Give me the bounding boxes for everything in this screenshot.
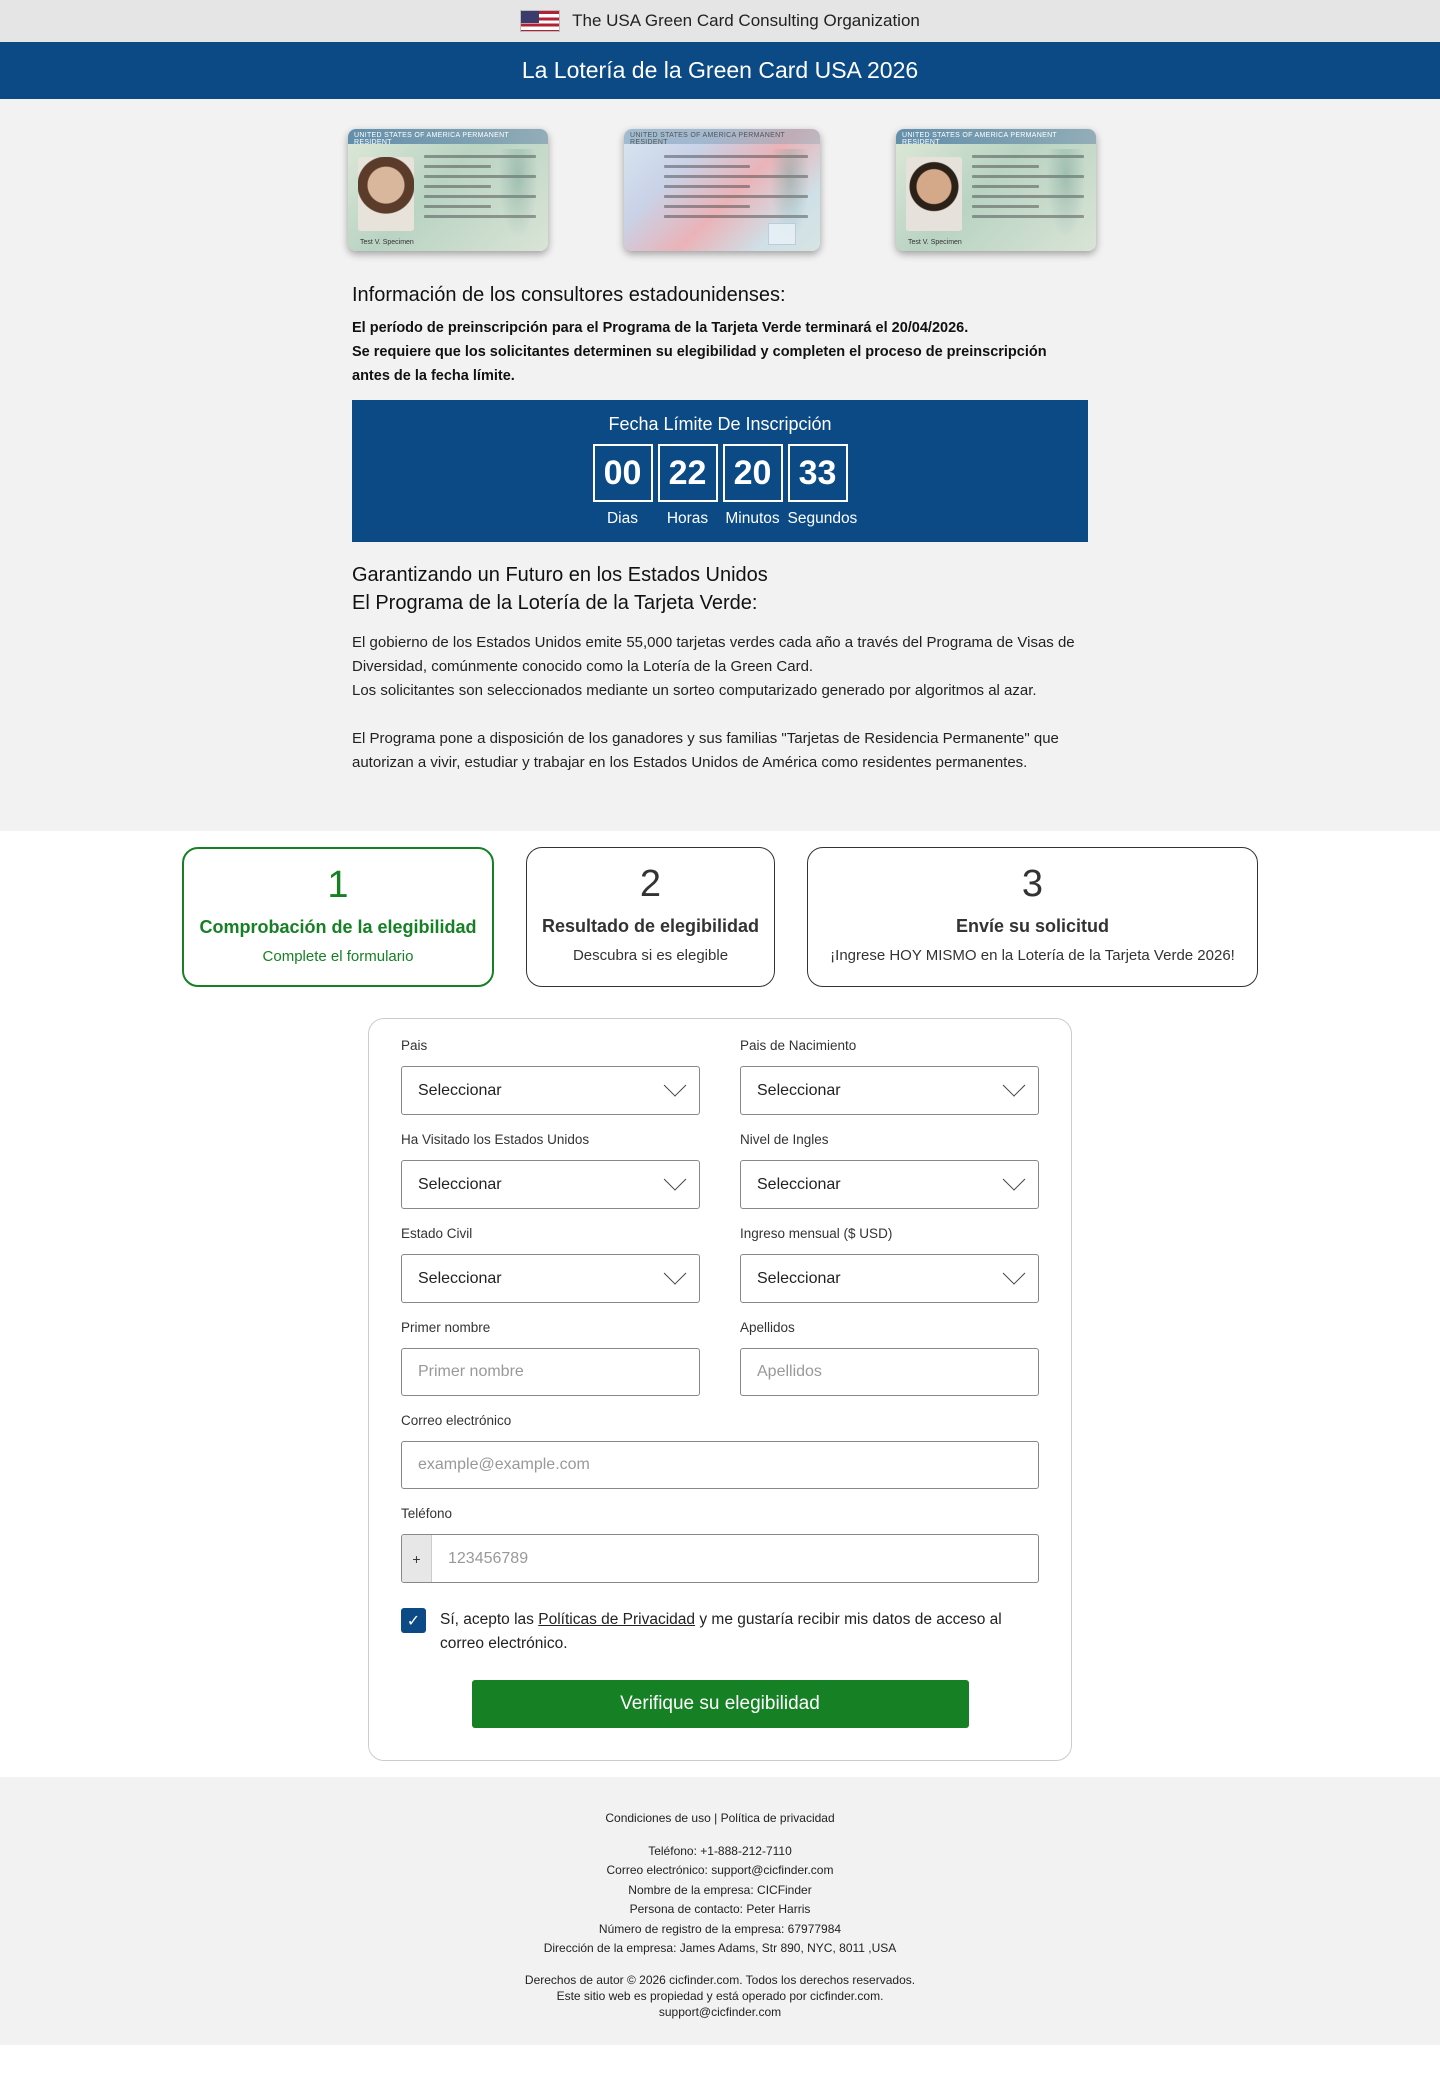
- green-card-images: [348, 129, 1096, 251]
- consultants-heading: Información de los consultores estadounidenses:: [352, 284, 786, 306]
- green-card-image-back: UNITED STATES OF AMERICA PERMANENT RESIDENT: [624, 129, 820, 251]
- program-heading: Garantizando un Futuro en los Estados Unidos El Programa de la Lotería de la Tarjeta Verde:: [352, 564, 768, 614]
- countdown-minutes-label: Minutos: [725, 510, 780, 527]
- monthly-income-select[interactable]: Seleccionar: [740, 1254, 1039, 1303]
- chevron-down-icon: [664, 1262, 687, 1285]
- visited-us-select[interactable]: Seleccionar: [401, 1160, 700, 1209]
- company-info: [0, 1842, 1440, 1958]
- countdown-hours: 22: [658, 444, 718, 502]
- eligibility-form: [368, 1018, 1072, 1761]
- intro-section: [0, 99, 1440, 831]
- marital-status-select[interactable]: Seleccionar: [401, 1254, 700, 1303]
- chevron-down-icon: [1003, 1074, 1026, 1097]
- footer-email: Correo electrónico: support@cicfinder.com: [606, 1863, 834, 1878]
- phone-field: [401, 1534, 1039, 1583]
- monthly-income-label: Ingreso mensual ($ USD): [740, 1226, 893, 1241]
- countdown-minutes: 20: [723, 444, 783, 502]
- step-eligibility-check: 1 Comprobación de la elegibilidad Complete el formulario: [182, 847, 494, 987]
- footer-registration: Número de registro de la empresa: 67977984: [598, 1921, 842, 1936]
- footer-company: Nombre de la empresa: CICFinder: [628, 1882, 812, 1897]
- deadline-notice: El período de preinscripción para el Programa de la Tarjeta Verde terminará el 20/04/2026. Se requiere que los solicitantes determinen su elegibilidad y completen el proceso de preinscripción antes de la fecha límite.: [352, 320, 1047, 384]
- organization-name: The USA Green Card Consulting Organization: [572, 11, 920, 30]
- phone-label: Teléfono: [401, 1506, 453, 1521]
- step-submit-application: 3 Envíe su solicitud ¡Ingrese HOY MISMO en la Lotería de la Tarjeta Verde 2026!: [807, 847, 1258, 987]
- countdown-days: 00: [593, 444, 653, 502]
- countdown-title: Fecha Límite De Inscripción: [608, 414, 832, 434]
- first-name-label: Primer nombre: [401, 1320, 491, 1335]
- english-level-select[interactable]: Seleccionar: [740, 1160, 1039, 1209]
- visited-us-label: Ha Visitado los Estados Unidos: [401, 1132, 590, 1147]
- countdown-seconds: 33: [788, 444, 848, 502]
- footer-contact: Persona de contacto: Peter Harris: [629, 1902, 811, 1917]
- consent-text: Sí, acepto las Políticas de Privacidad y me gustaría recibir mis datos de acceso al correo electrónico.: [440, 1611, 1002, 1652]
- chevron-down-icon: [1003, 1262, 1026, 1285]
- top-bar: [0, 0, 1440, 42]
- country-select[interactable]: Seleccionar: [401, 1066, 700, 1115]
- chevron-down-icon: [664, 1074, 687, 1097]
- english-level-label: Nivel de Ingles: [740, 1132, 829, 1147]
- email-input[interactable]: example@example.com: [401, 1441, 1039, 1489]
- privacy-consent: [401, 1608, 1039, 1656]
- banner: [0, 42, 1440, 99]
- birth-country-select[interactable]: Seleccionar: [740, 1066, 1039, 1115]
- program-description: El gobierno de los Estados Unidos emite 55,000 tarjetas verdes cada año a través del Programa de Visas de Diversidad, comúnmente conocido como la Lotería de la Green Card. Los solicitantes son seleccionados mediante un sorteo computarizado generado por algoritmos al azar.: [352, 634, 1075, 699]
- step-eligibility-result: 2 Resultado de elegibilidad Descubra si es elegible: [526, 847, 775, 987]
- steps: [0, 847, 1440, 987]
- copyright: Derechos de autor © 2026 cicfinder.com. Todos los derechos reservados. Este sitio web es propiedad y está operado por cicfinder.com. support@cicfinder.com: [524, 1973, 916, 2020]
- country-label: Pais: [401, 1038, 428, 1053]
- green-card-image-female: UNITED STATES OF AMERICA PERMANENT RESIDENT Test V. Specimen: [348, 129, 548, 251]
- banner-title: La Lotería de la Green Card USA 2026: [521, 57, 919, 83]
- phone-prefix: +: [402, 1535, 432, 1582]
- phone-input[interactable]: 123456789: [448, 1549, 529, 1567]
- birth-country-label: Pais de Nacimiento: [740, 1038, 857, 1053]
- verify-eligibility-button[interactable]: Verifique su elegibilidad: [472, 1680, 969, 1728]
- countdown-days-label: Dias: [606, 510, 638, 527]
- footer-address: Dirección de la empresa: James Adams, Str 890, NYC, 8011 ,USA: [543, 1941, 897, 1956]
- program-benefits: El Programa pone a disposición de los ganadores y sus familias "Tarjetas de Residencia Permanente" que autorizan a vivir, estudiar y trabajar en los Estados Unidos de América como residentes permanentes.: [352, 730, 1059, 771]
- email-label: Correo electrónico: [401, 1413, 512, 1428]
- countdown-timer: [352, 400, 1088, 542]
- first-name-input[interactable]: Primer nombre: [401, 1348, 700, 1396]
- footer: [0, 1777, 1440, 2045]
- us-flag-icon: [520, 10, 560, 32]
- last-name-label: Apellidos: [740, 1320, 795, 1335]
- chevron-down-icon: [664, 1168, 687, 1191]
- chevron-down-icon: [1003, 1168, 1026, 1191]
- footer-phone: Teléfono: +1-888-212-7110: [648, 1844, 792, 1858]
- consent-checkbox[interactable]: ✓: [401, 1608, 426, 1633]
- terms-link[interactable]: Condiciones de uso: [605, 1811, 711, 1825]
- green-card-image-male: UNITED STATES OF AMERICA PERMANENT RESIDENT Test V. Specimen: [896, 129, 1096, 251]
- privacy-policy-link[interactable]: Políticas de Privacidad: [538, 1611, 696, 1628]
- countdown-seconds-label: Segundos: [787, 510, 858, 527]
- countdown-hours-label: Horas: [666, 510, 709, 527]
- privacy-link[interactable]: Política de privacidad: [720, 1811, 835, 1825]
- footer-links: Condiciones de uso | Política de privacidad: [605, 1811, 835, 1825]
- last-name-input[interactable]: Apellidos: [740, 1348, 1039, 1396]
- marital-status-label: Estado Civil: [401, 1226, 473, 1241]
